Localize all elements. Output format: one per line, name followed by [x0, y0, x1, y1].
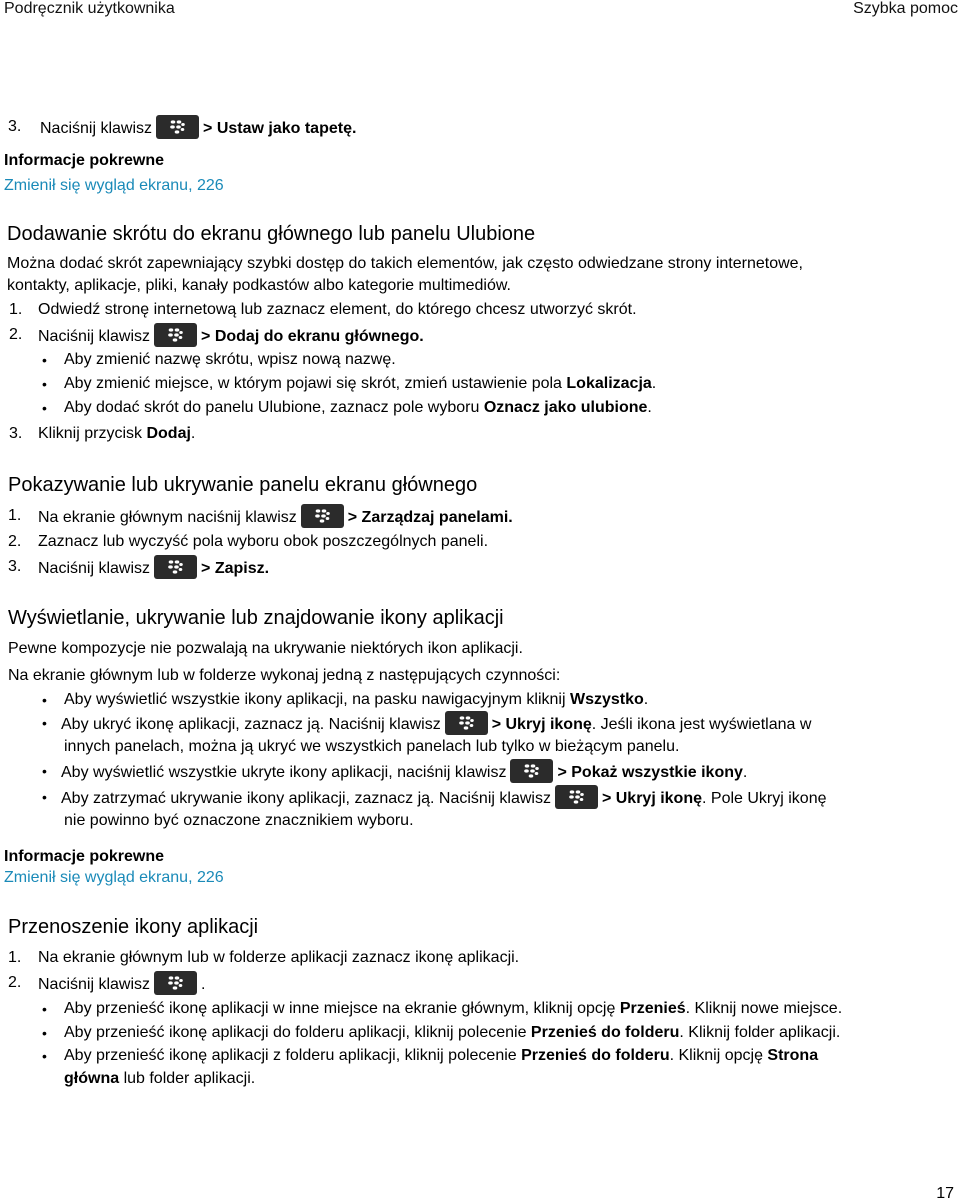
step-number: 3. [9, 425, 23, 442]
blackberry-menu-key-icon [510, 759, 553, 783]
bullet-text-bold: > Ukryj ikonę [491, 716, 592, 734]
manual-title: Podręcznik użytkownika [4, 0, 175, 17]
bullet-text-bold: Oznacz jako ulubione [483, 399, 648, 416]
step-number: 2. [8, 974, 22, 991]
bullet-text-pre: Aby dodać skrót do panelu Ulubione, zaznacz pole wyboru [64, 399, 480, 416]
blackberry-menu-key-icon [555, 785, 598, 809]
page-number: 17 [936, 1185, 954, 1202]
bullet-text [61, 787, 827, 811]
step-text: Zaznacz lub wyczyść pola wyboru obok poszczególnych paneli. [38, 533, 489, 550]
blackberry-menu-key-icon [154, 971, 197, 995]
bullet-text: Aby zmienić nazwę skrótu, wpisz nową nazwę. [64, 351, 396, 368]
related-info-title: Informacje pokrewne [4, 848, 165, 865]
bullet: • [42, 763, 47, 779]
bullet-text-pre: Aby ukryć ikonę aplikacji, zaznacz ją. Naciśnij klawisz [61, 716, 441, 734]
section-heading: Dodawanie skrótu do ekranu głównego lub panelu Ulubione [7, 223, 536, 245]
bullet-text [64, 999, 842, 1019]
bullet: • [42, 1048, 47, 1064]
step-text-action: > Dodaj do ekranu głównego. [201, 328, 424, 346]
bullet-text [64, 1023, 840, 1043]
bullet-text-bold: główna [64, 1070, 120, 1087]
step-text-pre: Na ekranie głównym naciśnij klawisz [38, 509, 297, 527]
step-number: 3. [8, 558, 22, 575]
bullet-text-continuation: nie powinno być oznaczone znacznikiem wyboru. [64, 812, 414, 829]
bullet-text-pre: Aby przenieść ikonę aplikacji do folderu aplikacji, kliknij polecenie [64, 1024, 527, 1041]
bullet-text-bold: Wszystko [569, 691, 644, 708]
step-number: 2. [8, 533, 22, 550]
bullet-text-continuation [64, 1069, 255, 1089]
bullet: • [42, 400, 47, 416]
bullet-text-bold: Przenieś do folderu [521, 1047, 670, 1064]
bullet-text-bold: Lokalizacja [566, 375, 652, 392]
step-text-pre: Naciśnij klawisz [40, 120, 153, 138]
blackberry-menu-key-icon [301, 504, 344, 528]
bullet-text: Aby wyświetlić wszystkie ikony aplikacji, na pasku nawigacyjnym kliknij Wszystko. [64, 691, 649, 708]
bullet-text-pre: Aby zatrzymać ukrywanie ikony aplikacji, zaznacz ją. Naciśnij klawisz [61, 790, 551, 808]
bullet-text-post: . Pole Ukryj ikonę [702, 790, 827, 808]
blackberry-menu-key-icon [156, 115, 199, 139]
bullet: • [42, 376, 47, 392]
bullet-text: Aby zmienić miejsce, w którym pojawi się skrót, zmień ustawienie pola Lokalizacja. [64, 375, 657, 392]
bullet-text-bold: Przenieś [619, 1000, 686, 1017]
bullet: • [42, 352, 47, 368]
related-info-title: Informacje pokrewne [4, 152, 165, 169]
bullet-text-post: . Kliknij opcję [669, 1047, 763, 1064]
blackberry-menu-key-icon [154, 323, 197, 347]
paragraph-line: Pewne kompozycje nie pozwalają na ukrywanie niektórych ikon aplikacji. [8, 640, 523, 657]
bullet-text-bold: > Pokaż wszystkie ikony [557, 764, 743, 782]
bullet: • [42, 789, 47, 805]
step-text-bold: Dodaj [146, 425, 191, 442]
bullet-text-bold: Przenieś do folderu [530, 1024, 680, 1041]
step-text-action: > Zapisz. [201, 560, 270, 578]
bullet: • [42, 715, 47, 731]
bullet-text: Aby wyświetlić wszystkie ukryte ikony aplikacji, naciśnij klawisz > Pokaż wszystkie ikony. [61, 761, 747, 785]
page-header [0, 0, 960, 22]
bullet-text-pre: Aby wyświetlić wszystkie ukryte ikony aplikacji, naciśnij klawisz [61, 764, 507, 782]
step-text: Na ekranie głównym lub w folderze aplikacji zaznacz ikonę aplikacji. [38, 949, 520, 966]
step-text-pre: Naciśnij klawisz [38, 328, 151, 346]
bullet-text [64, 1046, 818, 1066]
blackberry-menu-key-icon [154, 555, 197, 579]
step-text [40, 117, 356, 141]
paragraph-line: kontakty, aplikacje, pliki, kanały podkastów albo kategorie multimediów. [7, 277, 511, 294]
bullet: • [42, 692, 47, 708]
bullet-text-bold: > Ukryj ikonę [601, 790, 702, 808]
bullet-text-pre: Aby zmienić miejsce, w którym pojawi się skrót, zmień ustawienie pola [64, 375, 562, 392]
step-text-action: > Zarządzaj panelami. [347, 509, 513, 527]
bullet-text: Aby dodać skrót do panelu Ulubione, zaznacz pole wyboru Oznacz jako ulubione. [64, 399, 652, 416]
step-text [38, 506, 513, 530]
bullet-text-bold: Strona [767, 1047, 819, 1064]
step-text [38, 557, 269, 581]
paragraph-line: Na ekranie głównym lub w folderze wykonaj jedną z następujących czynności: [8, 667, 561, 684]
step-number: 1. [8, 949, 22, 966]
section-heading: Pokazywanie lub ukrywanie panelu ekranu głównego [8, 474, 478, 496]
bullet-text-pre: Aby wyświetlić wszystkie ikony aplikacji, na pasku nawigacyjnym kliknij [64, 691, 566, 708]
bullet-text [61, 713, 811, 737]
related-link[interactable]: Zmienił się wygląd ekranu, 226 [4, 869, 224, 886]
step-text-pre: Naciśnij klawisz [38, 560, 151, 578]
bullet: • [42, 1025, 47, 1041]
bullet-text-post: . Kliknij nowe miejsce. [685, 1000, 843, 1017]
bullet-text-continuation: innych panelach, można ją ukryć we wszystkich panelach lub tylko w bieżącym panelu. [64, 738, 680, 755]
step-text: Kliknij przycisk Dodaj. [38, 425, 196, 442]
bullet-text-post: lub folder aplikacji. [123, 1070, 256, 1087]
blackberry-menu-key-icon [445, 711, 488, 735]
step-number: 3. [8, 118, 22, 135]
bullet-text-post: . Jeśli ikona jest wyświetlana w [591, 716, 812, 734]
step-number: 1. [9, 301, 23, 318]
step-text: Naciśnij klawisz . [38, 973, 205, 997]
bullet-text-pre: Aby przenieść ikonę aplikacji z folderu aplikacji, kliknij polecenie [64, 1047, 517, 1064]
step-text-pre: Naciśnij klawisz [38, 976, 151, 994]
bullet: • [42, 1001, 47, 1017]
step-number: 1. [8, 507, 22, 524]
paragraph-line: Można dodać skrót zapewniający szybki dostęp do takich elementów, jak często odwiedzane strony internetowe, [7, 255, 803, 272]
step-number: 2. [9, 326, 23, 343]
step-text-action: > Ustaw jako tapetę. [203, 120, 357, 138]
bullet-text-post: . Kliknij folder aplikacji. [679, 1024, 841, 1041]
step-text-pre: Kliknij przycisk [38, 425, 143, 442]
section-title: Szybka pomoc [853, 0, 958, 17]
section-heading: Wyświetlanie, ukrywanie lub znajdowanie ikony aplikacji [8, 607, 504, 629]
step-text: Odwiedź stronę internetową lub zaznacz element, do którego chcesz utworzyć skrót. [38, 301, 637, 318]
bullet-text-pre: Aby przenieść ikonę aplikacji w inne miejsce na ekranie głównym, kliknij opcję [64, 1000, 616, 1017]
step-text [38, 325, 424, 349]
related-link[interactable]: Zmienił się wygląd ekranu, 226 [4, 177, 224, 194]
section-heading: Przenoszenie ikony aplikacji [8, 916, 259, 938]
